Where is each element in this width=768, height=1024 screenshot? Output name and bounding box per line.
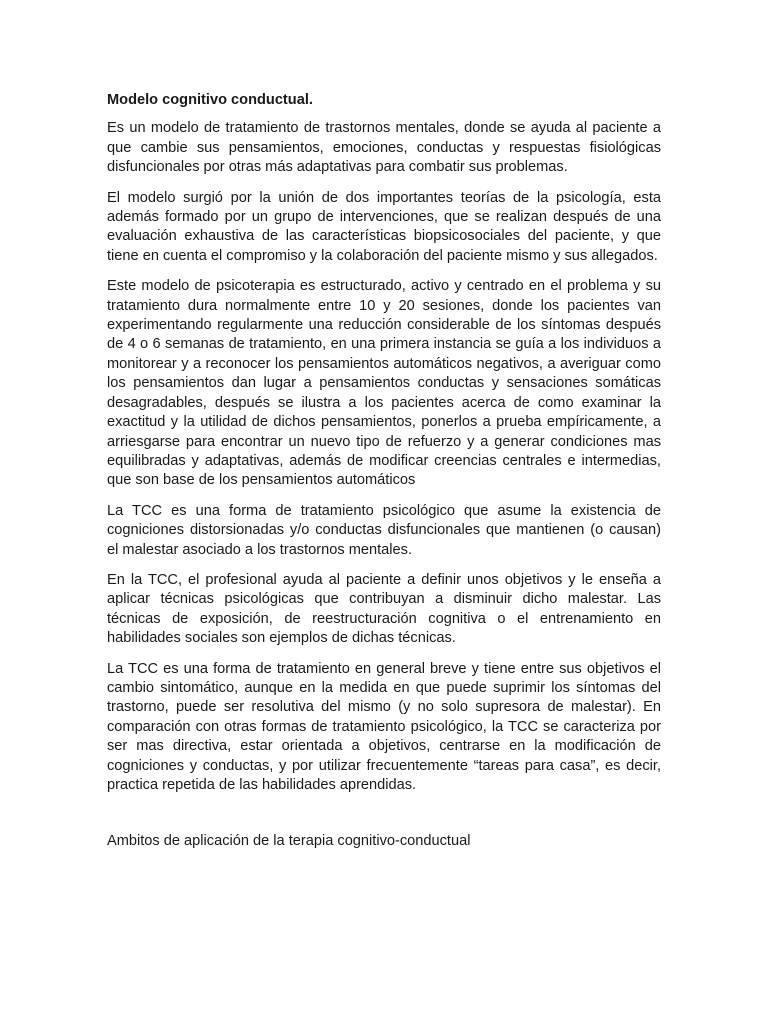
paragraph-tcc-techniques: En la TCC, el profesional ayuda al paciente a definir unos objetivos y le enseña a aplicar técnicas psicológicas que contribuyan a disminuir dicho malestar. Las técnicas de exposición, de reestructuración cognitiva o el entrenamiento en habilidades sociales son ejemplos de dichas técnicas. [107, 571, 661, 647]
section-subheading: Ambitos de aplicación de la terapia cognitivo-conductual [107, 833, 471, 850]
paragraph-origin: El modelo surgió por la unión de dos importantes teorías de la psicología, esta además formado por un grupo de intervenciones, que se realizan después de una evaluación exhaustiva de las características biopsicosociales del paciente, y que tiene en cuenta el compromiso y la colaboración del paciente mismo y sus allegados. [107, 189, 661, 264]
paragraph-tcc-assumption: La TCC es una forma de tratamiento psicológico que asume la existencia de cogniciones distorsionadas y/o conductas disfuncionales que mantienen (o causan) el malestar asociado a los trastornos mentales. [107, 502, 661, 558]
paragraph-definition: Es un modelo de tratamiento de trastornos mentales, donde se ayuda al paciente a que cambie sus pensamientos, emociones, conductas y respuestas fisiológicas disfuncionales por otras más adaptativas para combatir sus problemas. [107, 120, 661, 176]
paragraph-tcc-comparison: La TCC es una forma de tratamiento en general breve y tiene entre sus objetivos el cambio sintomático, aunque en la medida en que puede suprimir los síntomas del trastorno, puede ser resolutiva del mismo (y no solo supresora de malestar). En comparación con otras formas de tratamiento psicológico, la TCC se caracteriza por ser mas directiva, estar orientada a objetivos, centrarse en la modificación de cogniciones y conductas, y por utilizar frecuentemente “tareas para casa”, es decir, practica repetida de las habilidades aprendidas. [107, 660, 661, 793]
paragraph-structure: Este modelo de psicoterapia es estructurado, activo y centrado en el problema y su tratamiento dura normalmente entre 10 y 20 sesiones, donde los pacientes van experimentando regularmente una reducción considerable de los síntomas después de 4 o 6 semanas de tratamiento, en una primera instancia se guía a los individuos a monitorear y a reconocer los pensamientos automáticos negativos, a averiguar como los pensamientos dan lugar a pensamientos conductas y sensaciones somáticas desagradables, después se ilustra a los pacientes acerca de como examinar la exactitud y la utilidad de dichos pensamientos, ponerlos a prueba empíricamente, a arriesgarse para encontrar un nuevo tipo de refuerzo y a generar condiciones mas equilibradas y adaptativas, además de modificar creencias centrales e intermedias, que son base de los pensamientos automáticos [107, 278, 661, 489]
document-title: Modelo cognitivo conductual. [107, 92, 313, 108]
document-page [107, 91, 661, 852]
